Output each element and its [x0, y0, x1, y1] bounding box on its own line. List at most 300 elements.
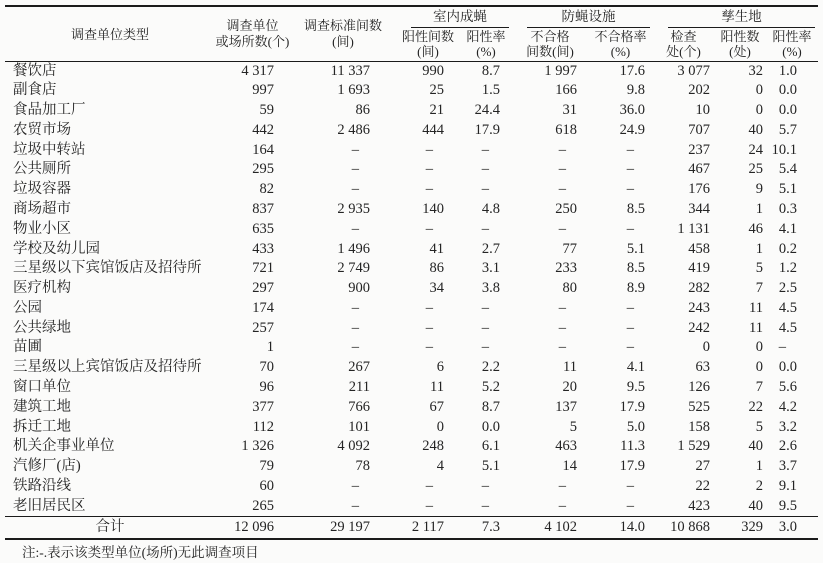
cell: 257	[252, 319, 274, 336]
cell	[290, 180, 396, 200]
table-row	[5, 497, 818, 517]
cell: 8.5	[626, 260, 645, 277]
cell: 78	[355, 458, 370, 475]
cell: 5.7	[778, 121, 797, 138]
cell: 0.0	[778, 359, 797, 376]
cell: 59	[259, 102, 274, 119]
no-survey-dash: –	[778, 339, 786, 356]
row-label: 垃圾容器	[13, 181, 71, 198]
cell: 1 529	[677, 438, 710, 455]
no-survey-dash: –	[626, 299, 634, 316]
no-survey-dash: –	[425, 181, 433, 198]
cell: 4	[436, 458, 444, 475]
cell: 267	[348, 359, 370, 376]
cell: 9.1	[778, 477, 797, 494]
cell: 295	[252, 161, 274, 178]
cell: 6.1	[481, 438, 500, 455]
cell	[290, 477, 396, 497]
cell: 4.5	[778, 299, 797, 316]
cell: 14.0	[588, 517, 653, 540]
cell	[460, 180, 512, 200]
table-row	[5, 418, 818, 438]
cell: 5.6	[778, 379, 797, 395]
table-row	[5, 279, 818, 299]
cell: 17.9	[619, 398, 645, 415]
cell: 0	[436, 418, 444, 435]
cell: 0.0	[778, 102, 797, 119]
cell: 3.2	[778, 418, 797, 435]
cell: 618	[555, 121, 577, 138]
cell: 211	[348, 379, 370, 395]
cell: 17.9	[619, 458, 645, 475]
cell: 7	[755, 379, 763, 395]
cell	[588, 477, 653, 497]
cell: 3.8	[481, 280, 500, 297]
cell: 233	[555, 260, 577, 277]
cell: 86	[355, 102, 370, 119]
cell: 4.5	[778, 319, 797, 336]
subheader-positive-rate-breeding: 阳性率 (%)	[766, 28, 818, 61]
no-survey-dash: –	[626, 220, 634, 237]
subheader-checked-sites: 检查 处(个)	[653, 28, 714, 61]
cell	[460, 477, 512, 497]
subheader-positive-rooms: 阳性间数 (间)	[396, 28, 460, 61]
cell	[512, 160, 588, 180]
cell: 1	[755, 458, 763, 475]
cell	[512, 497, 588, 517]
group-header-breeding-sites	[653, 6, 818, 28]
cell	[396, 477, 460, 497]
cell	[460, 319, 512, 339]
cell	[460, 299, 512, 319]
cell: 5.1	[626, 240, 645, 257]
cell: 3 077	[677, 62, 710, 79]
table-row	[5, 240, 818, 260]
cell: 2 117	[396, 517, 460, 540]
no-survey-dash: –	[626, 477, 634, 494]
no-survey-dash: –	[558, 141, 566, 158]
table-row	[5, 398, 818, 418]
cell: 1 496	[337, 240, 370, 257]
table-row	[5, 81, 818, 101]
table-row	[5, 378, 818, 398]
table-row	[5, 200, 818, 220]
cell: 6	[436, 359, 444, 376]
survey-table	[5, 5, 818, 540]
no-survey-dash: –	[481, 181, 489, 198]
cell: 837	[252, 200, 274, 217]
cell: 1 131	[677, 220, 710, 237]
row-label: 拆迁工地	[13, 418, 71, 435]
cell: 9.5	[778, 497, 797, 514]
row-label: 建筑工地	[13, 398, 71, 415]
cell: 86	[429, 260, 444, 277]
cell: 8.7	[481, 398, 500, 415]
no-survey-dash: –	[425, 477, 433, 494]
cell: 2.6	[778, 438, 797, 455]
cell: 0	[755, 359, 763, 376]
cell: 5	[569, 418, 577, 435]
table-row	[5, 141, 818, 161]
cell: 5.4	[778, 161, 797, 178]
cell: 77	[562, 240, 577, 257]
cell	[396, 319, 460, 339]
table-header	[5, 6, 818, 61]
no-survey-dash: –	[425, 161, 433, 178]
cell: 7.3	[460, 517, 512, 540]
no-survey-dash: –	[481, 319, 489, 336]
no-survey-dash: –	[626, 319, 634, 336]
cell: 10	[695, 102, 710, 119]
row-label: 公共绿地	[13, 319, 71, 336]
no-survey-dash: –	[481, 299, 489, 316]
header-group-row	[5, 6, 818, 28]
cell: 297	[252, 280, 274, 297]
subheader-unqualified-rate: 不合格率 (%)	[588, 28, 653, 61]
row-label: 农贸市场	[13, 121, 71, 138]
table-row	[5, 160, 818, 180]
cell	[588, 180, 653, 200]
no-survey-dash: –	[481, 497, 489, 514]
cell: 2.5	[778, 280, 797, 297]
cell	[460, 338, 512, 358]
cell: 36.0	[619, 102, 645, 119]
row-label: 苗圃	[13, 339, 42, 356]
table-row	[5, 61, 818, 81]
cell: 1 997	[544, 62, 577, 79]
table-row	[5, 299, 818, 319]
cell: 12 096	[215, 517, 290, 540]
cell: 27	[695, 458, 710, 475]
cell: 63	[695, 359, 710, 376]
no-survey-dash: –	[351, 299, 359, 316]
cell	[396, 338, 460, 358]
cell: 419	[688, 260, 710, 277]
col-header-unit-count	[215, 6, 290, 61]
col-header-std-rooms-line1: 调查标准间数	[303, 17, 382, 33]
cell: 10.1	[771, 141, 797, 158]
cell: 17.6	[619, 62, 645, 79]
cell	[512, 477, 588, 497]
cell: 5	[755, 260, 763, 277]
cell: 101	[348, 418, 370, 435]
cell: 34	[429, 280, 444, 297]
no-survey-dash: –	[425, 141, 433, 158]
no-survey-dash: –	[558, 339, 566, 356]
no-survey-dash: –	[558, 161, 566, 178]
cell: 1.5	[481, 82, 500, 99]
cell: 5.2	[481, 379, 500, 395]
cell: 4 102	[512, 517, 588, 540]
cell: 4 317	[241, 62, 274, 79]
table-row	[5, 437, 818, 457]
cell: 174	[252, 299, 274, 316]
cell: 5.1	[481, 458, 500, 475]
col-header-type: 调查单位类型	[5, 6, 215, 61]
cell: 60	[259, 477, 274, 494]
cell	[512, 338, 588, 358]
cell: 900	[348, 280, 370, 297]
cell: 41	[429, 240, 444, 257]
cell	[588, 160, 653, 180]
cell	[588, 299, 653, 319]
cell: 635	[252, 220, 274, 237]
cell	[460, 497, 512, 517]
cell: 1	[755, 200, 763, 217]
cell: 202	[688, 82, 710, 99]
no-survey-dash: –	[558, 299, 566, 316]
cell: 70	[259, 359, 274, 376]
no-survey-dash: –	[351, 181, 359, 198]
no-survey-dash: –	[558, 319, 566, 336]
row-label: 老旧居民区	[13, 497, 86, 514]
cell: 9.8	[626, 82, 645, 99]
no-survey-dash: –	[481, 477, 489, 494]
cell: 40	[748, 497, 763, 514]
no-survey-dash: –	[558, 477, 566, 494]
no-survey-dash: –	[626, 161, 634, 178]
cell: 17.9	[474, 121, 500, 138]
cell: 766	[348, 398, 370, 415]
cell: 67	[429, 398, 444, 415]
cell: 0.0	[481, 418, 500, 435]
cell: 282	[688, 280, 710, 297]
cell	[512, 180, 588, 200]
cell: 20	[562, 379, 577, 395]
no-survey-dash: –	[626, 339, 634, 356]
cell: 265	[252, 497, 274, 514]
cell: 707	[688, 121, 710, 138]
cell: 423	[688, 497, 710, 514]
no-survey-dash: –	[481, 339, 489, 356]
table-row	[5, 180, 818, 200]
cell	[460, 220, 512, 240]
cell: 7	[755, 280, 763, 297]
no-survey-dash: –	[351, 319, 359, 336]
cell: 24.9	[619, 121, 645, 138]
table-row	[5, 259, 818, 279]
cell: 2 935	[337, 200, 370, 217]
no-survey-dash: –	[481, 220, 489, 237]
cell: 140	[422, 200, 444, 217]
cell	[766, 338, 818, 358]
cell: 9	[755, 181, 763, 198]
row-label: 窗口单位	[13, 379, 71, 395]
cell: 32	[748, 62, 763, 79]
col-header-unit-count-line2: 或场所数(个)	[215, 33, 290, 49]
cell: 0.3	[778, 200, 797, 217]
no-survey-dash: –	[425, 497, 433, 514]
cell: 24.4	[474, 102, 500, 119]
cell	[588, 141, 653, 161]
cell	[290, 141, 396, 161]
cell: 3.0	[766, 517, 818, 540]
row-label: 副食店	[13, 82, 57, 99]
table-row	[5, 358, 818, 378]
cell: 433	[252, 240, 274, 257]
cell	[460, 160, 512, 180]
subheader-positive-rate-flies: 阳性率 (%)	[460, 28, 512, 61]
cell: 2.7	[481, 240, 500, 257]
cell: 344	[688, 200, 710, 217]
cell	[396, 180, 460, 200]
cell	[588, 220, 653, 240]
row-label: 物业小区	[13, 220, 71, 237]
cell: 21	[429, 102, 444, 119]
col-header-std-rooms-line2: (间)	[332, 33, 354, 49]
cell: 9.5	[626, 379, 645, 395]
cell: 997	[252, 82, 274, 99]
group-header-breeding-sites-label: 孳生地	[668, 9, 815, 28]
cell: 22	[748, 398, 763, 415]
cell	[396, 497, 460, 517]
cell: 10 868	[653, 517, 714, 540]
table-row	[5, 121, 818, 141]
cell	[290, 319, 396, 339]
cell: 11 337	[330, 62, 370, 79]
no-survey-dash: –	[481, 161, 489, 178]
cell: 525	[688, 398, 710, 415]
row-label: 公园	[13, 299, 42, 316]
row-label: 学校及幼儿园	[13, 240, 100, 257]
row-label: 铁路沿线	[13, 477, 71, 494]
no-survey-dash: –	[425, 220, 433, 237]
total-row	[5, 517, 818, 540]
cell: 2	[755, 477, 763, 494]
cell: 0	[755, 102, 763, 119]
cell: 463	[555, 438, 577, 455]
cell	[512, 299, 588, 319]
cell: 242	[688, 319, 710, 336]
cell: 329	[714, 517, 766, 540]
cell	[290, 160, 396, 180]
cell	[290, 299, 396, 319]
cell: 176	[688, 181, 710, 198]
cell: 164	[252, 141, 274, 158]
group-header-flyproof-facilities	[512, 6, 653, 28]
cell: 5.1	[778, 181, 797, 198]
no-survey-dash: –	[425, 339, 433, 356]
cell: 2 749	[337, 260, 370, 277]
cell: 31	[562, 102, 577, 119]
no-survey-dash: –	[425, 299, 433, 316]
cell: 721	[252, 260, 274, 277]
row-label: 商场超市	[13, 200, 71, 217]
cell: 0	[755, 82, 763, 99]
cell: 82	[259, 181, 274, 198]
cell	[512, 141, 588, 161]
cell: 24	[748, 141, 763, 158]
table-note: 注:-.表示该类型单位(场所)无此调查项目	[22, 545, 259, 560]
cell: 0.2	[778, 240, 797, 257]
cell: 467	[688, 161, 710, 178]
no-survey-dash: –	[558, 181, 566, 198]
cell: 3.1	[481, 260, 500, 277]
table-row	[5, 338, 818, 358]
cell: 2.2	[481, 359, 500, 376]
cell: 11	[749, 299, 763, 316]
table-row	[5, 477, 818, 497]
cell: 1 693	[337, 82, 370, 99]
no-survey-dash: –	[351, 141, 359, 158]
table-row	[5, 101, 818, 121]
cell: 8.9	[626, 280, 645, 297]
cell	[512, 220, 588, 240]
no-survey-dash: –	[351, 477, 359, 494]
no-survey-dash: –	[626, 181, 634, 198]
row-label: 公共厕所	[13, 161, 71, 178]
cell: 25	[748, 161, 763, 178]
cell: 248	[422, 438, 444, 455]
cell: 237	[688, 141, 710, 158]
cell: 137	[555, 398, 577, 415]
cell: 4.1	[626, 359, 645, 376]
cell: 8.7	[481, 62, 500, 79]
cell: 40	[748, 121, 763, 138]
cell: 166	[555, 82, 577, 99]
cell: 1	[266, 339, 274, 356]
cell	[588, 338, 653, 358]
cell: 11	[430, 379, 444, 395]
cell: 1.2	[778, 260, 797, 277]
cell: 2 486	[337, 121, 370, 138]
cell: 158	[688, 418, 710, 435]
cell: 377	[252, 398, 274, 415]
cell: 29 197	[290, 517, 396, 540]
cell: 112	[252, 418, 274, 435]
cell: 1 326	[241, 438, 274, 455]
cell: 442	[252, 121, 274, 138]
table-row	[5, 220, 818, 240]
no-survey-dash: –	[481, 141, 489, 158]
col-header-unit-count-line1: 调查单位	[226, 17, 279, 33]
cell: 990	[422, 62, 444, 79]
cell	[460, 141, 512, 161]
cell: 250	[555, 200, 577, 217]
cell: 14	[562, 458, 577, 475]
cell: 8.5	[626, 200, 645, 217]
table-row	[5, 319, 818, 339]
group-header-flyproof-facilities-label: 防蝇设施	[527, 9, 650, 28]
cell	[588, 319, 653, 339]
row-label: 餐饮店	[13, 62, 57, 79]
cell	[290, 497, 396, 517]
row-label: 三星级以上宾馆饭店及招待所	[13, 359, 202, 376]
group-header-indoor-flies	[396, 6, 512, 28]
survey-table-container	[5, 5, 818, 540]
cell: 96	[259, 379, 274, 395]
no-survey-dash: –	[558, 497, 566, 514]
no-survey-dash: –	[351, 339, 359, 356]
cell: 4.8	[481, 200, 500, 217]
cell: 22	[695, 477, 710, 494]
row-label: 医疗机构	[13, 280, 71, 297]
no-survey-dash: –	[351, 497, 359, 514]
cell: 126	[688, 379, 710, 395]
subheader-positive-count: 阳性数 (处)	[714, 28, 766, 61]
cell: 11.3	[620, 438, 645, 455]
no-survey-dash: –	[626, 497, 634, 514]
cell: 5	[755, 418, 763, 435]
group-header-indoor-flies-label: 室内成蝇	[411, 9, 509, 28]
cell: 0	[702, 339, 710, 356]
cell: 1.0	[778, 62, 797, 79]
no-survey-dash: –	[425, 319, 433, 336]
cell: 4 092	[337, 438, 370, 455]
cell: 11	[563, 359, 577, 376]
cell	[290, 220, 396, 240]
total-label: 合计	[5, 517, 215, 540]
